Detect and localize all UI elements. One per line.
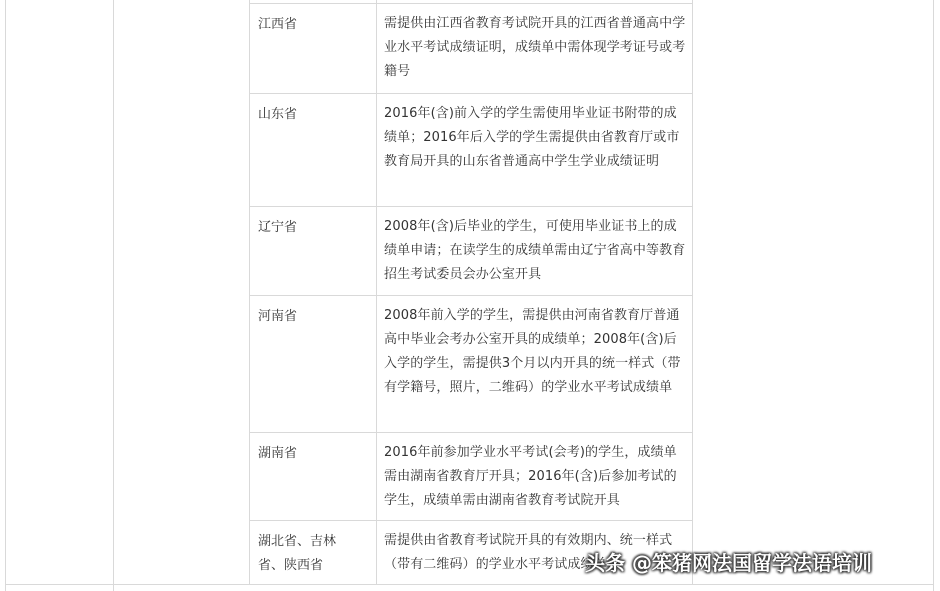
table-row — [249, 207, 693, 295]
table-border-left — [5, 0, 6, 591]
province-cell: 辽宁省 — [258, 220, 298, 235]
requirement-cell: 2008年(含)后毕业的学生，可使用毕业证书上的成绩单申请；在读学生的成绩单需由辽宁省高中等教育招生考试委员会办公室开具 — [384, 219, 686, 282]
province-cell: 湖南省 — [258, 446, 298, 461]
table-row — [249, 94, 693, 206]
table-row — [249, 433, 693, 520]
province-cell: 湖北省、吉林省、陕西省 — [258, 534, 337, 573]
requirement-cell: 2008年前入学的学生，需提供由河南省教育厅普通高中毕业会考办公室开具的成绩单；2008年(含)后入学的学生，需提供3个月以内开具的统一样式（带有学籍号，照片，二维码）的学业水平考试成绩单 — [384, 308, 681, 395]
province-cell: 河南省 — [258, 309, 298, 324]
requirement-cell: 需提供由江西省教育考试院开具的江西省普通高中学业水平考试成绩证明，成绩单中需体现学考证号或考籍号 — [384, 16, 686, 79]
table-row — [249, 4, 693, 93]
requirement-cell: 2016年前参加学业水平考试(会考)的学生，成绩单需由湖南省教育厅开具；2016年(含)后参加考试的学生，成绩单需由湖南省教育考试院开具 — [384, 445, 677, 508]
requirement-cell: 2016年(含)前入学的学生需使用毕业证书附带的成绩单；2016年后入学的学生需提供由省教育厅或市教育局开具的山东省普通高中学生学业成绩证明 — [384, 106, 680, 169]
province-cell: 江西省 — [258, 17, 298, 32]
table-row — [249, 296, 693, 432]
table-bottom-border — [5, 584, 934, 585]
table-border-right — [933, 0, 934, 591]
requirement-cell: 需提供由省教育考试院开具的有效期内、统一样式（带有二维码）的学业水平考试成绩单 — [384, 533, 673, 572]
province-cell: 山东省 — [258, 107, 298, 122]
table-border-col-1 — [113, 0, 114, 591]
watermark-text: 头条 @笨猪网法国留学法语培训 — [585, 551, 872, 575]
